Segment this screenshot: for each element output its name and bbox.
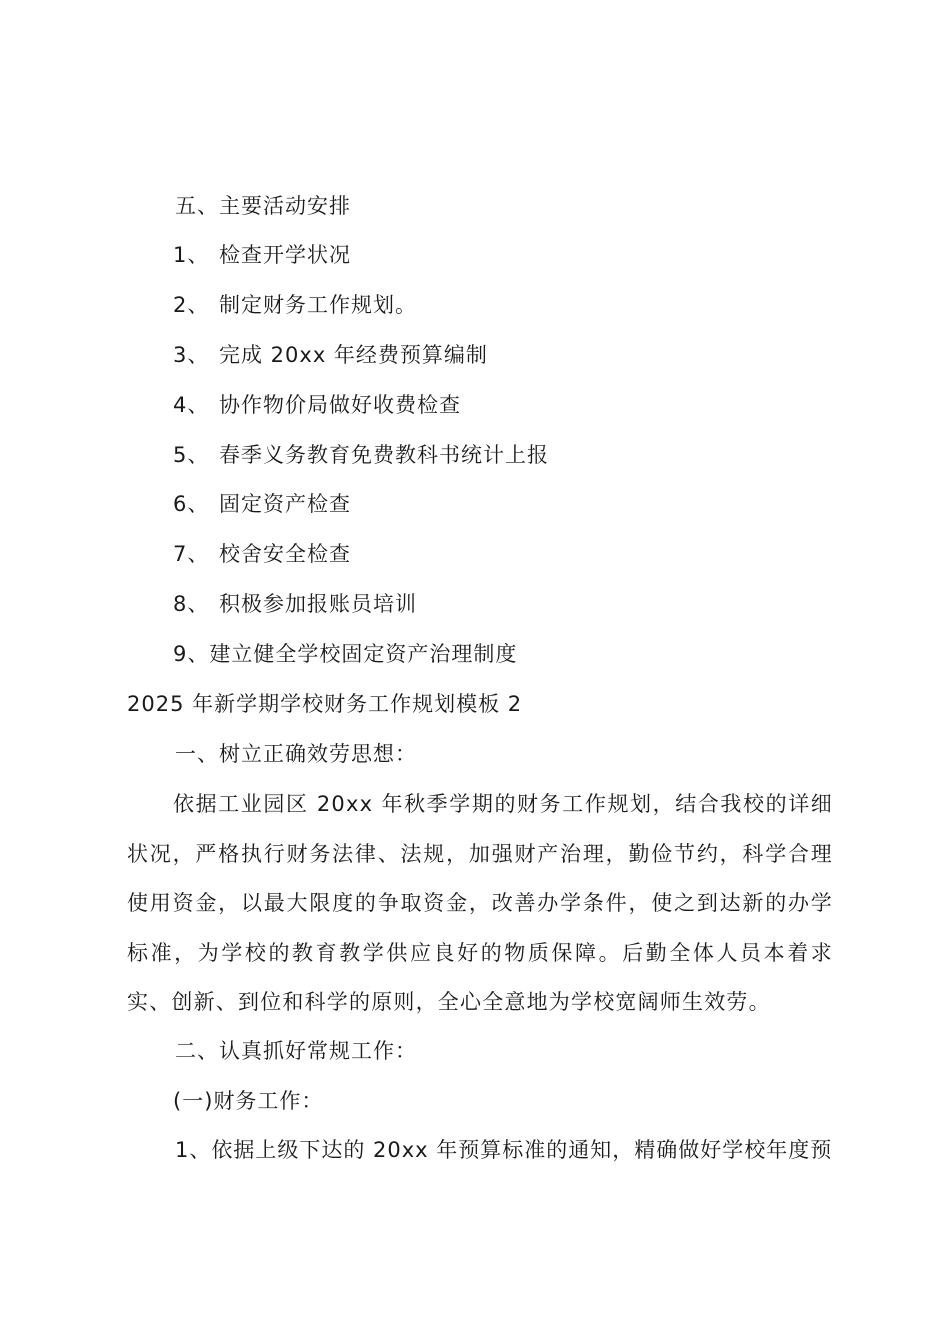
item-text: 检查开学状况	[219, 243, 351, 267]
list-item	[173, 241, 351, 269]
section-heading: 二、认真抓好常规工作：	[175, 1039, 417, 1063]
list-item	[173, 590, 417, 618]
item-number: 3、	[173, 343, 210, 367]
item-text: 协作物价局做好收费检查	[219, 393, 461, 417]
item-text: 校舍安全检查	[219, 542, 351, 566]
list-item	[173, 490, 351, 518]
item-number: 2、	[173, 293, 210, 317]
item-number: 6、	[173, 492, 210, 516]
list-item	[173, 341, 488, 369]
item-number: 5、	[173, 443, 210, 467]
item-text: 固定资产检查	[219, 492, 351, 516]
section-heading: 五、主要活动安排	[175, 194, 351, 218]
list-item	[173, 391, 461, 419]
paragraph-line: 1、依据上级下达的 20xx 年预算标准的通知，精确做好学校年度预	[175, 1138, 833, 1162]
item-number: 1、	[173, 243, 210, 267]
list-item: 9、建立健全学校固定资产治理制度	[173, 642, 518, 666]
item-text: 完成 20xx 年经费预算编制	[219, 343, 488, 367]
item-number: 4、	[173, 393, 210, 417]
item-number: 8、	[173, 592, 210, 616]
item-text: 积极参加报账员培训	[219, 592, 417, 616]
list-item	[173, 291, 417, 319]
section-heading: 一、树立正确效劳思想：	[175, 742, 417, 766]
list-item	[173, 540, 351, 568]
subsection-heading: (一)财务工作：	[173, 1089, 324, 1113]
document-title: 2025 年新学期学校财务工作规划模板 2	[127, 692, 523, 716]
list-item	[173, 441, 549, 469]
item-text: 春季义务教育免费教科书统计上报	[219, 443, 549, 467]
item-text: 制定财务工作规划。	[219, 293, 417, 317]
body-paragraph: 依据工业园区 20xx 年秋季学期的财务工作规划，结合我校的详细状况，严格执行财务法律、法规，加强财产治理，勤俭节约，科学合理使用资金，以最大限度的争取资金，改善办学条件，使之到达新的办学标准，为学校的教育教学供应良好的物质保障。后勤全体人员本着求实、创新、到位和科学的原则，全心全意地为学校宽阔师生效劳。	[127, 792, 833, 1015]
item-number: 7、	[173, 542, 210, 566]
